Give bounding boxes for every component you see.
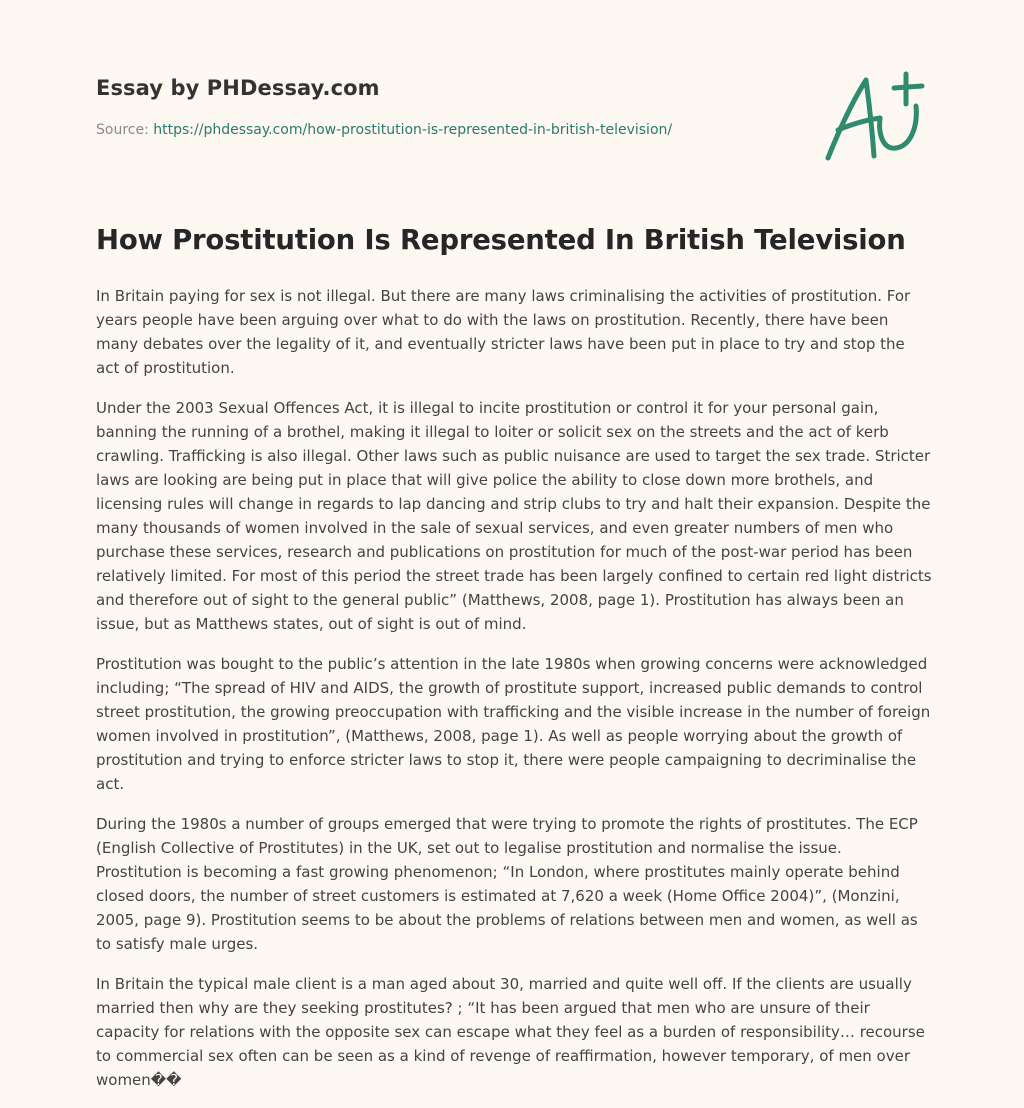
paragraph: In Britain the typical male client is a man aged about 30, married and quite well off. If the clients are usually married then why are they seeking prostitutes? ; “It has been argued that men who are unsure of their capacity for relations with the opposite sex can escape what they feel as a burden of responsibility… recourse to commercial sex often can be seen as a kind of revenge of reaffirmation, however temporary, of men over women�� [96, 975, 925, 1089]
article-body [96, 284, 932, 1108]
paragraph: During the 1980s a number of groups emerged that were trying to promote the rights of prostitutes. The ECP (English Collective of Prostitutes) in the UK, set out to legalise prostitution and normalise the issue. Prostitution is becoming a fast growing phenomenon; “In London, where prostitutes mainly operate behind closed doors, the number of street customers is estimated at 7,620 a week (Home Office 2004)”, (Monzini, 2005, page 9). Prostitution seems to be about the problems of relations between men and women, as well as to satisfy male urges. [96, 815, 918, 953]
page-header [96, 76, 796, 138]
brand-title: Essay by PHDessay.com [96, 76, 380, 100]
a-plus-logo-icon [818, 66, 934, 166]
source-line [96, 122, 796, 138]
paragraph: Under the 2003 Sexual Offences Act, it is illegal to incite prostitution or control it for your personal gain, banning the running of a brothel, making it illegal to loiter or solicit sex on the streets and the act of kerb crawling. Trafficking is also illegal. Other laws such as public nuisance are used to target the sex trade. Stricter laws are looking are being put in place that will give police the ability to close down more brothels, and licensing rules will change in regards to lap dancing and strip clubs to try and halt their expansion. Despite the many thousands of women involved in the sale of sexual services, and even greater numbers of men who purchase these services, research and publications on prostitution for much of the post-war period has been relatively limited. For most of this period the street trade has been largely confined to certain red light districts and therefore out of sight to the general public” (Matthews, 2008, page 1). Prostitution has always been an issue, but as Matthews states, out of sight is out of mind. [96, 399, 932, 633]
source-label: Source: [96, 122, 149, 138]
source-link[interactable]: https://phdessay.com/how-prostitution-is-represented-in-british-television/ [153, 122, 673, 138]
paragraph: Prostitution was bought to the public’s attention in the late 1980s when growing concerns were acknowledged including; “The spread of HIV and AIDS, the growth of prostitute support, increased public demands to control street prostitution, the growing preoccupation with trafficking and the visible increase in the number of foreign women involved in prostitution”, (Matthews, 2008, page 1). As well as people worrying about the growth of prostitution and trying to enforce stricter laws to stop it, there were people campaigning to decriminalise the act. [96, 655, 931, 793]
paragraph: In Britain paying for sex is not illegal. But there are many laws criminalising the activities of prostitution. For years people have been arguing over what to do with the laws on prostitution. Recently, there have been many debates over the legality of it, and eventually stricter laws have been put in place to try and stop the act of prostitution. [96, 287, 911, 377]
article-title: How Prostitution Is Represented In British Television [96, 224, 906, 256]
